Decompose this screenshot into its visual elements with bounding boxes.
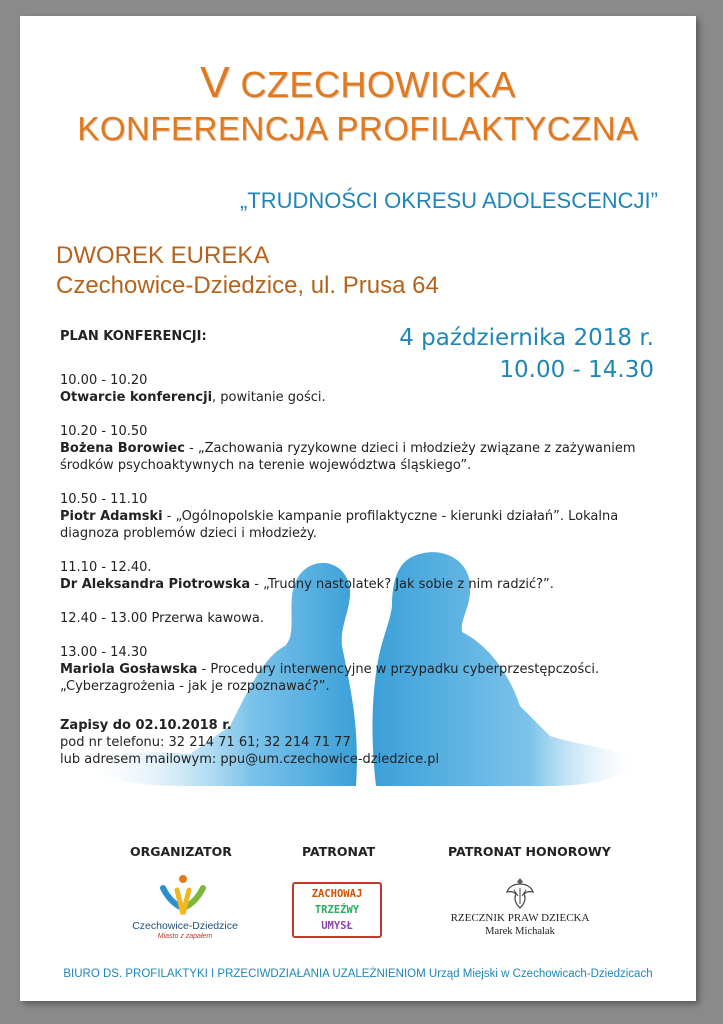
organizer-label: ORGANIZATOR — [130, 844, 232, 859]
rpd-title: RZECZNIK PRAW DZIECKA — [450, 912, 590, 924]
title-roman-numeral: V — [200, 58, 230, 107]
title-word: CZECHOWICKA — [240, 64, 516, 105]
plan-item: 13.00 - 14.30 Mariola Gosławska - Procedury interwencyjne w przypadku cyberprzestępczości. „Cyberzagrożenia - jak je rozpoznawać?”. — [60, 645, 600, 694]
patron-logo: ZACHOWAJ TRZEŹWY UMYSŁ — [292, 882, 382, 938]
registration-info: Zapisy do 02.10.2018 r. pod nr telefonu: 32 214 71 61; 32 214 71 77 lub adresem mailowym: ppu@um.czechowice-dziedzice.pl — [60, 718, 440, 767]
conference-date: 4 października 2018 r. — [399, 325, 654, 351]
conference-title-line2: KONFERENCJA PROFILAKTYCZNA — [77, 110, 639, 147]
venue-name: DWOREK EUREKA — [56, 242, 270, 269]
footer-logos — [20, 874, 696, 944]
conference-title-line1 — [20, 58, 696, 108]
patron-label: PATRONAT — [302, 844, 376, 859]
plan-item: 10.00 - 10.20 Otwarcie konferencji, powitanie gości. — [60, 373, 326, 405]
poster — [20, 16, 696, 1001]
plan-item: 10.20 - 10.50 Bożena Borowiec - „Zachowania ryzykowne dzieci i młodzieży związane z zażywaniem środków psychoaktywnych na terenie województwa śląskiego”. — [60, 424, 636, 473]
venue-address: Czechowice-Dziedzice, ul. Prusa 64 — [56, 272, 439, 299]
plan-item: 10.50 - 11.10 Piotr Adamski - „Ogólnopolskie kampanie profilaktyczne - kierunki działań”. Lokalna diagnoza problemów dzieci i młodzieży. — [60, 492, 619, 541]
plan-item: 11.10 - 12.40. Dr Aleksandra Piotrowska - „Trudny nastolatek? Jak sobie z nim radzić?”. — [60, 560, 554, 592]
city-logo — [120, 874, 250, 944]
bottom-organizer-line: BIURO DS. PROFILAKTYKI I PRZECIWDZIAŁANIA UZALEŻNIENIOM Urząd Miejski w Czechowicach-Dziedzicach — [63, 968, 653, 980]
eagle-emblem-icon — [505, 876, 535, 910]
plan-heading: PLAN KONFERENCJI: — [60, 329, 207, 344]
conference-hours: 10.00 - 14.30 — [499, 357, 654, 383]
conference-plan — [60, 328, 640, 768]
rpd-logo — [440, 876, 600, 946]
rpd-name: Marek Michalak — [485, 926, 555, 937]
city-logo-tagline: Miasto z zapałem — [157, 933, 213, 940]
registration-email[interactable]: lub adresem mailowym: ppu@um.czechowice-dziedzice.pl — [60, 752, 440, 767]
honorary-patron-label: PATRONAT HONOROWY — [448, 844, 611, 859]
city-logo-icon — [155, 874, 215, 918]
city-logo-text: Czechowice-Dziedzice — [132, 920, 238, 932]
plan-item: 12.40 - 13.00 Przerwa kawowa. — [60, 611, 264, 626]
conference-subtitle: „TRUDNOŚCI OKRESU ADOLESCENCJI” — [239, 188, 658, 213]
